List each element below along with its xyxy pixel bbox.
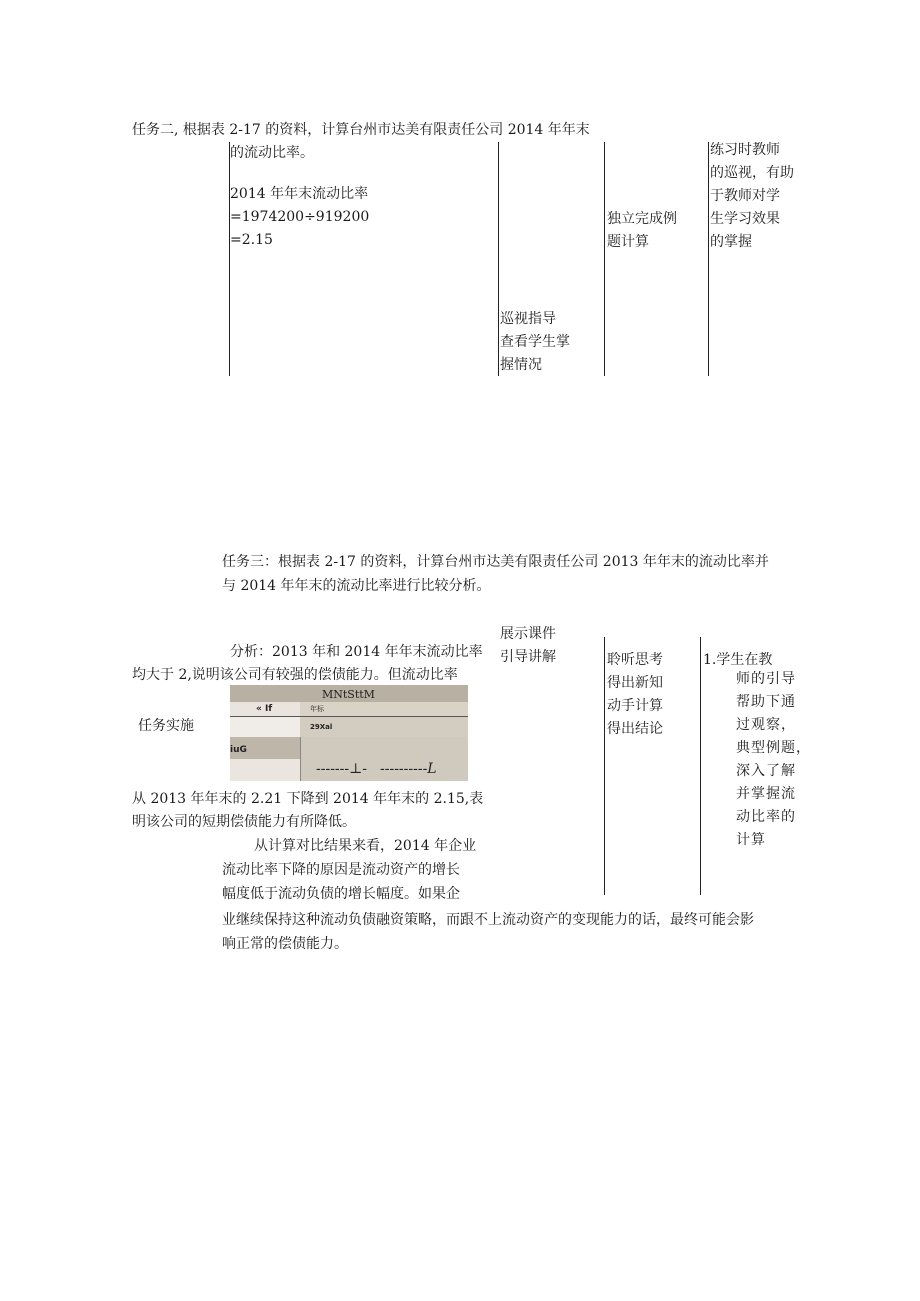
task3-teacher-activity [500,623,556,669]
paragraph-line: 流动比率下降的原因是流动资产的增长 [222,862,460,878]
cell-line: 生学习效果 [710,211,780,227]
cell-line: 得出新知 [607,675,663,691]
column-divider [700,637,701,895]
image-label: « If [256,704,273,714]
cell-line: 得出结论 [607,721,663,737]
cell-line: 计算 [736,832,766,848]
image-label: iuG [230,745,247,755]
cell-line: 的掌握 [710,234,752,250]
cell-line: 师的引导 [736,671,796,687]
cell-line: 过观察， [736,717,796,733]
cell-line: 展示课件 [500,626,556,642]
column-divider [708,142,709,376]
analysis-line: 分析：2013 年和 2014 年年末流动比率 [230,644,483,660]
paragraph-line: 响正常的偿债能力。 [222,936,348,952]
paragraph-line: 幅度低于流动负债的增长幅度。如果企 [222,886,460,902]
calc-line: 2014 年年末流动比率 [230,186,369,202]
paragraph-line: 业继续保持这种流动负债融资策略，而跟不上流动资产的变现能力的话，最终可能会影 [222,912,754,928]
task3-student-activity [607,649,663,741]
image-label: 29Xal [310,723,333,731]
analysis-line: 从 2013 年年末的 2.21 下降到 2014 年年末的 2.15,表 [132,791,484,807]
section-label: 任务实施 [138,718,194,734]
analysis-line: 均大于 2,说明该公司有较强的偿债能力。但流动比率 [132,667,458,683]
column-divider [229,142,230,376]
task2-calculation [230,183,369,252]
column-divider [604,142,605,376]
cell-line: 握情况 [500,357,542,373]
task2-heading: 任务二, 根据表 2-17 的资料，计算台州市达美有限责任公司 2014 年年末 [132,122,590,138]
cell-line: 查看学生掌 [500,334,570,350]
cell-line: 典型例题， [736,740,811,756]
cell-line: 引导讲解 [500,649,556,665]
cell-line: 聆听思考 [607,652,663,668]
paragraph-line: 从计算对比结果来看，2014 年企业 [254,838,477,854]
cell-line: 的巡视，有助 [710,165,794,181]
task2-teacher-activity [500,308,570,377]
cell-line: 并掌握流 [736,786,796,802]
task3-design-intent-first: 1.学生在教 [703,652,773,668]
image-label: 年标 [310,705,324,713]
cell-line: 帮助下通 [736,694,796,710]
task2-heading-cont: 的流动比率。 [230,145,314,161]
cell-line: 题计算 [607,234,649,250]
image-dash: ----------L [380,761,437,777]
image-dash: -------⊥- [316,761,368,777]
cell-line: 独立完成例 [607,211,677,227]
calc-line: =1974200÷919200 [230,209,370,225]
task3-design-intent [736,668,811,852]
calc-line: =2.15 [230,232,273,248]
column-divider [498,142,499,376]
cell-line: 巡视指导 [500,311,556,327]
task3-heading-line2: 与 2014 年年末的流动比率进行比较分析。 [222,578,491,594]
analysis-line: 明该公司的短期偿债能力有所降低。 [132,814,356,830]
task3-heading-line1: 任务三：根据表 2-17 的资料，计算台州市达美有限责任公司 2013 年年末的流动比率并 [222,554,769,570]
embedded-table-image [230,685,468,781]
cell-line: 动比率的 [736,809,796,825]
cell-line: 深入了解 [736,763,796,779]
cell-line: 动手计算 [607,698,663,714]
column-divider [604,637,605,895]
task2-student-activity [607,208,677,254]
cell-line: 于教师对学 [710,188,780,204]
cell-line: 练习时教师 [710,142,780,158]
task2-design-intent [710,139,794,254]
image-header: MNtSttM [322,688,375,701]
